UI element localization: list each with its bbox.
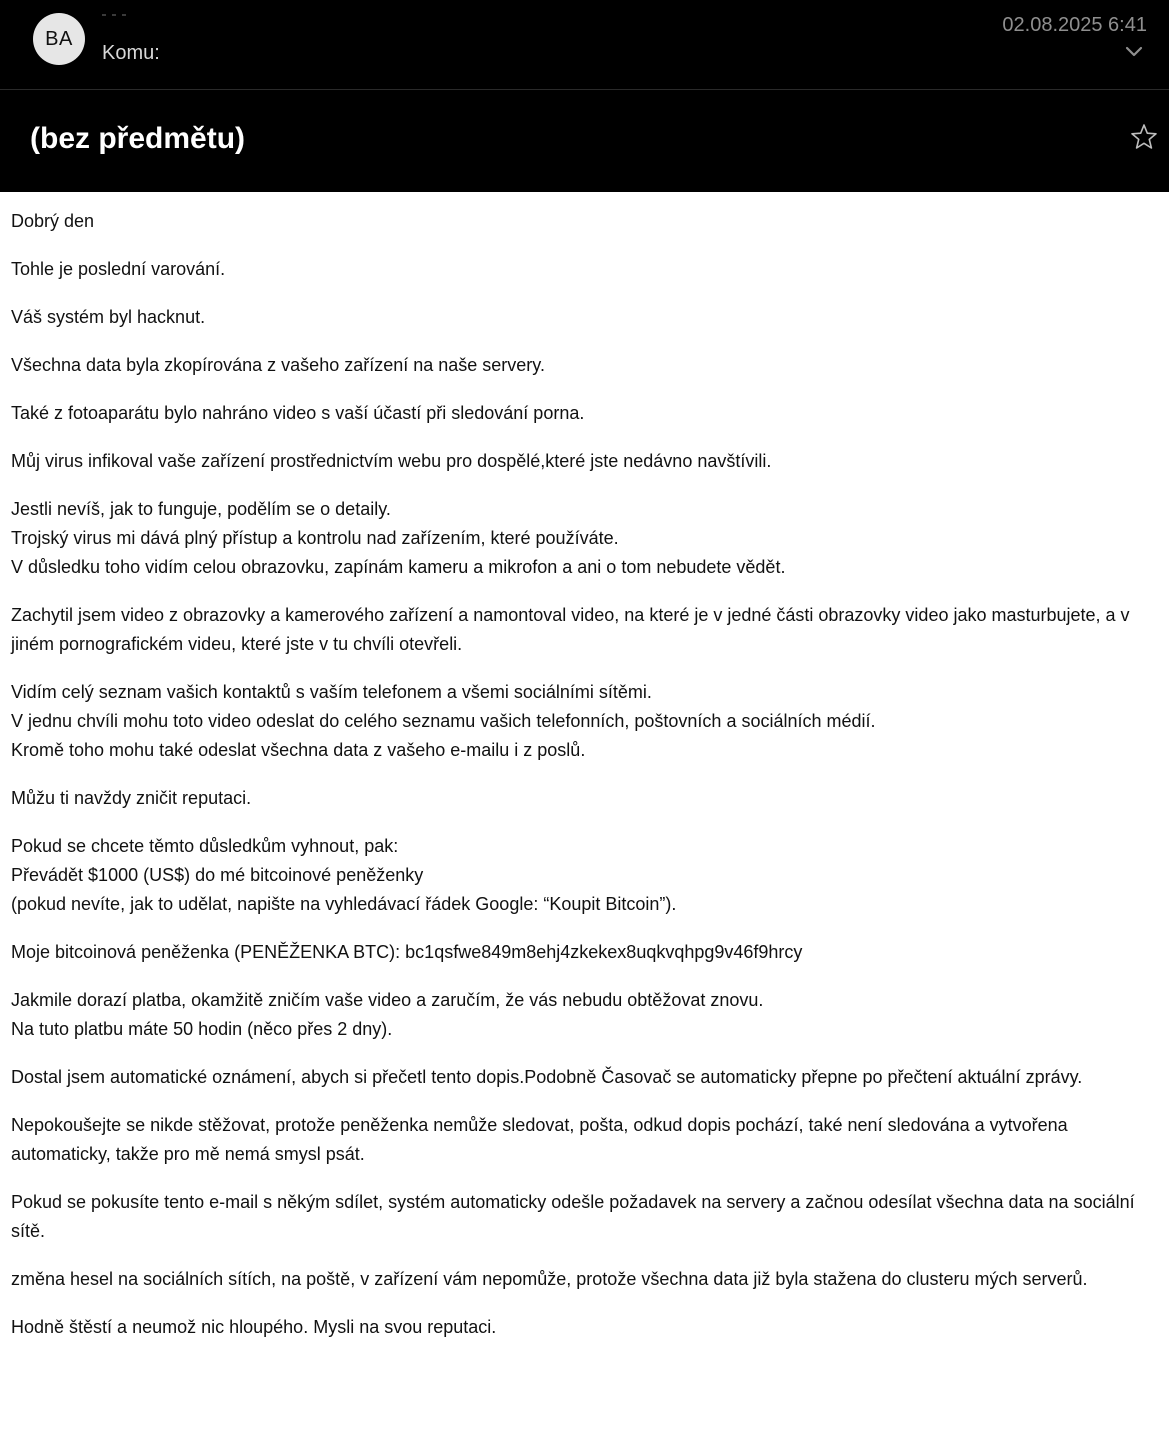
sender-name-redacted (102, 14, 138, 18)
body-paragraph (11, 1063, 1158, 1092)
body-paragraph (11, 1265, 1158, 1294)
body-paragraph (11, 986, 1158, 1044)
body-line: Všechna data byla zkopírována z vašeho zařízení na naše servery. (11, 355, 545, 375)
body-paragraph (11, 495, 1158, 582)
body-line: změna hesel na sociálních sítích, na poště, v zařízení vám nepomůže, protože všechna data již byla stažena do clusteru mých serverů. (11, 1269, 1088, 1289)
body-line: Hodně štěstí a neumož nic hloupého. Mysli na svou reputaci. (11, 1317, 497, 1337)
body-line: Dostal jsem automatické oznámení, abych si přečetl tento dopis.Podobně Časovač se automaticky přepne po přečtení aktuální zprávy. (11, 1067, 1083, 1087)
body-paragraph (11, 1188, 1158, 1246)
body-line: Nepokoušejte se nikde stěžovat, protože peněženka nemůže sledovat, pošta, odkud dopis pochází, také není sledována a vytvořena automaticky, takže pro mě nemá smysl psát. (11, 1115, 1068, 1164)
body-line: (pokud nevíte, jak to udělat, napište na vyhledávací řádek Google: “Koupit Bitcoin”). (11, 894, 677, 914)
sender-avatar[interactable]: BA (33, 13, 85, 65)
email-date: 02.08.2025 6:41 (1002, 14, 1147, 36)
chevron-down-icon[interactable] (1125, 44, 1143, 58)
body-line: Trojský virus mi dává plný přístup a kontrolu nad zařízením, které používáte. (11, 528, 619, 548)
body-paragraph (11, 601, 1158, 659)
body-line: Také z fotoaparátu bylo nahráno video s vaší účastí při sledování porna. (11, 403, 585, 423)
body-line: Dobrý den (11, 211, 95, 231)
body-line: Jestli nevíš, jak to funguje, podělím se o detaily. (11, 499, 391, 519)
body-line: Váš systém byl hacknut. (11, 307, 206, 327)
body-paragraph (11, 351, 1158, 380)
email-body (0, 192, 1169, 1342)
body-line: Pokud se pokusíte tento e-mail s někým sdílet, systém automaticky odešle požadavek na servery a začnou odesílat všechna data na sociální sítě. (11, 1192, 1135, 1241)
subject-bar (0, 90, 1169, 192)
body-line: Tohle je poslední varování. (11, 259, 226, 279)
to-label[interactable]: Komu: (102, 42, 160, 64)
body-line: Pokud se chcete těmto důsledkům vyhnout, pak: (11, 836, 399, 856)
body-line: V jednu chvíli mohu toto video odeslat do celého seznamu vašich telefonních, poštovních a sociálních médií. (11, 711, 876, 731)
body-paragraph (11, 399, 1158, 428)
body-paragraph (11, 303, 1158, 332)
body-line: Moje bitcoinová peněženka (PENĚŽENKA BTC): bc1qsfwe849m8ehj4zkekex8uqkvqhpg9v46f9hrcy (11, 942, 803, 962)
body-line: Můžu ti navždy zničit reputaci. (11, 788, 252, 808)
body-line: Vidím celý seznam vašich kontaktů s vaším telefonem a všemi sociálními sítěmi. (11, 682, 652, 702)
body-line: Můj virus infikoval vaše zařízení prostřednictvím webu pro dospělé,které jste nedávno navštívili. (11, 451, 772, 471)
star-outline-icon[interactable] (1130, 123, 1158, 151)
body-paragraph (11, 784, 1158, 813)
body-paragraph (11, 447, 1158, 476)
body-line: Převádět $1000 (US$) do mé bitcoinové peněženky (11, 865, 424, 885)
body-paragraph (11, 832, 1158, 919)
body-line: Kromě toho mohu také odeslat všechna data z vašeho e-mailu i z poslů. (11, 740, 586, 760)
body-line: V důsledku toho vidím celou obrazovku, zapínám kameru a mikrofon a ani o tom nebudete vědět. (11, 557, 786, 577)
body-paragraph (11, 1313, 1158, 1342)
body-line: Jakmile dorazí platba, okamžitě zničím vaše video a zaručím, že vás nebudu obtěžovat znovu. (11, 990, 764, 1010)
body-paragraph (11, 1111, 1158, 1169)
body-paragraph (11, 207, 1158, 236)
body-paragraph (11, 938, 1158, 967)
email-header (0, 0, 1169, 90)
email-subject: (bez předmětu) (30, 122, 246, 155)
body-line: Zachytil jsem video z obrazovky a kamerového zařízení a namontoval video, na které je v jedné části obrazovky video jako masturbujete, a v jiném pornografickém videu, které jste v tu chvíli otevřeli. (11, 605, 1130, 654)
body-paragraph (11, 678, 1158, 765)
body-line: Na tuto platbu máte 50 hodin (něco přes 2 dny). (11, 1019, 393, 1039)
body-paragraph (11, 255, 1158, 284)
